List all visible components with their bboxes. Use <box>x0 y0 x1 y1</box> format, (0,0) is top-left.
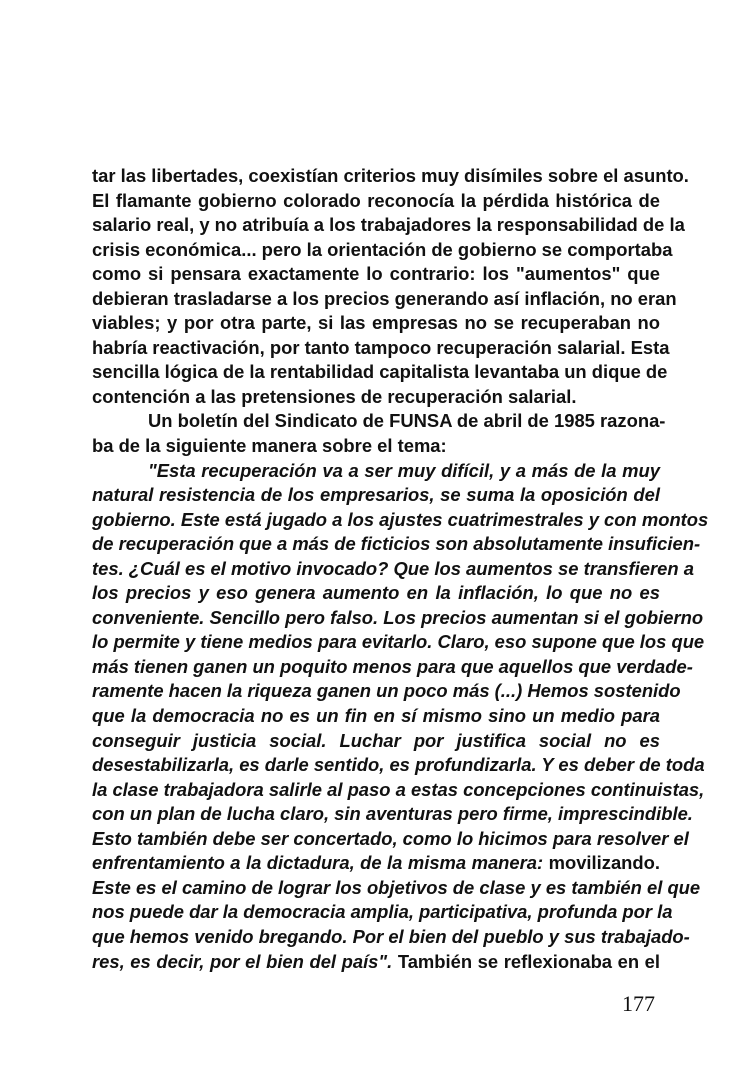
text-line: tar las libertades, coexistían criterios muy disímiles sobre el asunto. <box>92 165 689 186</box>
text-line: crisis económica... pero la orientación de gobierno se comportaba <box>92 238 673 260</box>
page-number: 177 <box>622 991 655 1016</box>
text-line: como si pensara exactamente lo contrario: los "aumentos" que <box>92 263 660 285</box>
quote-line: nos puede dar la democracia amplia, participativa, profunda por la <box>92 901 673 923</box>
quote-text: res, es decir, por el bien del país". <box>92 950 393 972</box>
quote-line <box>92 950 660 975</box>
quote-emphasis: movilizando. <box>548 852 660 874</box>
quote-line: de recuperación que a más de ficticios son absolutamente insuficien- <box>92 533 701 555</box>
body-text-continuation: También se reflexionaba en el <box>392 950 660 972</box>
text-line: salario real, y no atribuía a los trabajadores la responsabilidad de la <box>92 214 685 236</box>
quote-line: desestabilizarla, es darle sentido, es profundizarla. Y es deber de toda <box>92 754 705 776</box>
quote-line: más tienen ganen un poquito menos para que aquellos que verdade- <box>92 655 693 677</box>
quote-line: los precios y eso genera aumento en la inflación, lo que no es <box>92 582 660 604</box>
quote-text: enfrentamiento a la dictadura, de la misma manera: <box>92 852 549 874</box>
text-line: viables; y por otra parte, si las empresas no se recuperaban no <box>92 312 660 334</box>
quote-line: Este es el camino de lograr los objetivos de clase y es también el que <box>92 876 701 898</box>
block-quote <box>92 459 709 974</box>
text-line: habría reactivación, por tanto tampoco recuperación salarial. Esta <box>92 336 670 358</box>
quote-line: tes. ¿Cuál es el motivo invocado? Que los aumentos se transfieren a <box>92 557 694 579</box>
quote-line: natural resistencia de los empresarios, se suma la oposición del <box>92 484 660 506</box>
paragraph-2 <box>92 409 666 458</box>
quote-line: conseguir justicia social. Luchar por justifica social no es <box>92 729 660 751</box>
text-line: Un boletín del Sindicato de FUNSA de abril de 1985 razona- <box>148 410 666 432</box>
quote-line: gobierno. Este está jugado a los ajustes cuatrimestrales y con montos <box>92 508 709 530</box>
quote-line: que la democracia no es un fin en sí mismo sino un medio para <box>92 705 660 727</box>
quote-line: "Esta recuperación va a ser muy difícil, y a más de la muy <box>148 459 660 481</box>
text-line: debieran trasladarse a los precios generando así inflación, no eran <box>92 287 677 309</box>
body-text <box>92 164 709 974</box>
text-line: contención a las pretensiones de recuperación salarial. <box>92 385 577 407</box>
text-line: El flamante gobierno colorado reconocía la pérdida histórica de <box>92 189 660 211</box>
quote-line: Esto también debe ser concertado, como lo hicimos para resolver el <box>92 827 689 849</box>
quote-line: con un plan de lucha claro, sin aventuras pero firme, imprescindible. <box>92 803 693 825</box>
quote-line: conveniente. Sencillo pero falso. Los precios aumentan si el gobierno <box>92 606 704 628</box>
quote-line: que hemos venido bregando. Por el bien del pueblo y sus trabajado- <box>92 925 690 947</box>
text-line: ba de la siguiente manera sobre el tema: <box>92 435 447 457</box>
quote-line: la clase trabajadora salirle al paso a estas concepciones continuistas, <box>92 778 705 800</box>
quote-line <box>92 851 660 876</box>
paragraph-1 <box>92 164 689 409</box>
quote-line: lo permite y tiene medios para evitarlo. Claro, eso supone que los que <box>92 631 705 653</box>
text-line: sencilla lógica de la rentabilidad capitalista levantaba un dique de <box>92 361 668 383</box>
quote-line: ramente hacen la riqueza ganen un poco más (...) Hemos sostenido <box>92 680 681 702</box>
